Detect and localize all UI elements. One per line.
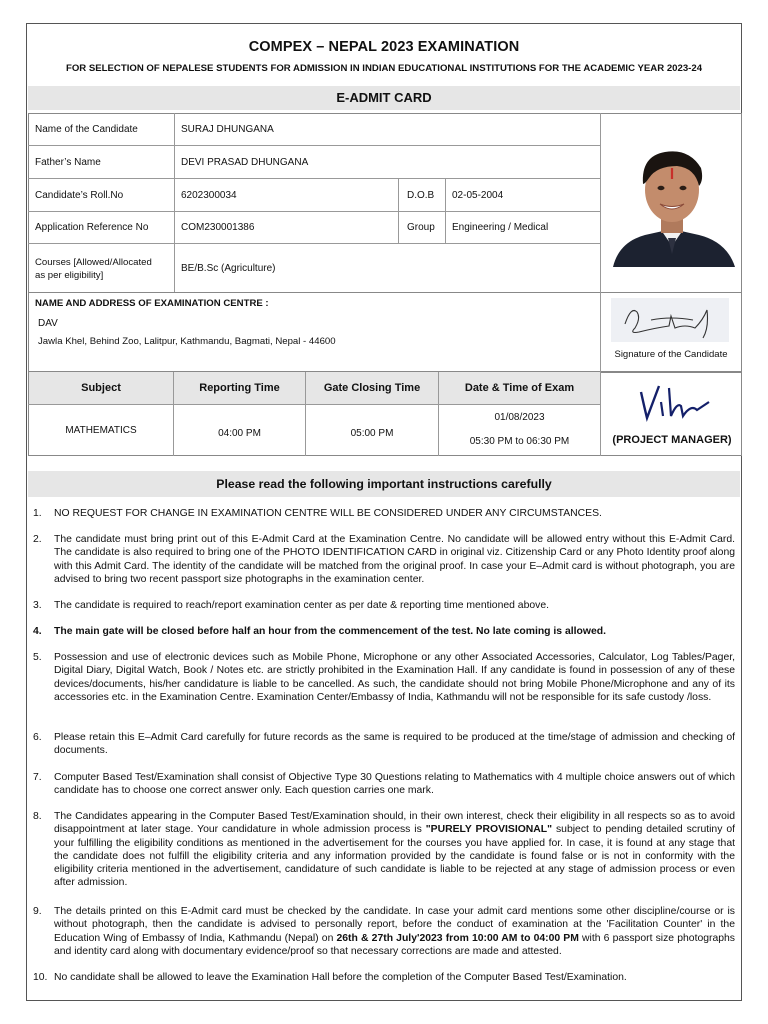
provisional-emphasis: "PURELY PROVISIONAL" <box>425 824 553 836</box>
instructions-heading: Please read the following important instructions carefully <box>28 471 740 497</box>
courses-label: Courses [Allowed/Allocated as per eligibility] <box>35 256 152 281</box>
candidate-name: SURAJ DHUNGANA <box>181 124 274 135</box>
subject-value: MATHEMATICS <box>65 424 137 436</box>
instruction-item: 6. Please retain this E–Admit Card carefully for future records as the same is required to be produced at the time/stage of admission and checking of documents. <box>33 732 735 757</box>
instruction-item: 10. No candidate shall be allowed to leave the Examination Hall before the completion of the Computer Based Test/Examination. <box>33 972 627 983</box>
instruction-item: 8. The Candidates appearing in the Computer Based Test/Examination should, in their own interest, check their eligibility in all respects so as to avoid disappointment at later stage. Your candidature in whole admission process is "PURELY PROVISIONAL" subject to pending detailed scrutiny of your fulfilling the eligibility conditions as mentioned in the advertisement for the courses you have applied for. In case, it is found at any stage that the candidate does not fulfill the eligibility criteria and any information provided by the candidate is found false or is not in conformity with the eligibility criteria mentioned in the advertisement, candidature of such candidate is liable to be rejected at any stage of admission process or even after admission. <box>33 811 735 889</box>
roll-label: Candidate’s Roll.No <box>35 189 124 201</box>
courses-value: BE/B.Sc (Agriculture) <box>181 263 276 274</box>
instruction-item: 7. Computer Based Test/Examination shall consist of Objective Type 30 Questions relating to Mathematics with 4 multiple choice answers out of which candidate has to choose one correct answer only. Each question carries one mark. <box>33 772 735 797</box>
manager-signature <box>633 380 713 426</box>
exam-date: 01/08/2023 <box>494 411 545 423</box>
col-gate-closing: Gate Closing Time <box>306 372 438 404</box>
signature-label: Signature of the Candidate <box>614 349 728 360</box>
dob-value: 02-05-2004 <box>452 189 504 201</box>
centre-label: NAME AND ADDRESS OF EXAMINATION CENTRE : <box>35 297 269 309</box>
reporting-value: 04:00 PM <box>218 427 261 439</box>
exam-time: 05:30 PM to 06:30 PM <box>469 435 570 447</box>
name-label: Name of the Candidate <box>35 124 138 135</box>
exam-subtitle: FOR SELECTION OF NEPALESE STUDENTS FOR ADMISSION IN INDIAN EDUCATIONAL INSTITUTIONS FOR THE ACADEMIC YEAR 2023-24 <box>65 63 703 74</box>
roll-number: 6202300034 <box>181 189 237 201</box>
instruction-item: 9. The details printed on this E-Admit card must be checked by the candidate. In case your admit card mentions some other discipline/course or is without photograph, then the candidate is advised to personally report, before the conduct of examination at the 'Facilitation Counter' in the Education Wing of Embassy of India, Kathmandu (Nepal) on 26th & 27th July'2023 from 10:00 AM to 04:00 PM with 6 passport size photographs and identity card along with documentary evidence/proof so that necessary corrections are made and attested. <box>33 906 736 957</box>
father-name: DEVI PRASAD DHUNGANA <box>181 156 309 168</box>
col-subject: Subject <box>29 372 173 404</box>
instruction-item: 4. The main gate will be closed before half an hour from the commencement of the test. No late coming is allowed. <box>33 626 606 637</box>
facilitation-dates: 26th & 27th July'2023 from 10:00 AM to 04:00 PM <box>336 932 579 944</box>
instruction-item: 2. The candidate must bring print out of this E-Admit Card at the Examination Centre. No candidate will be allowed entry without this E-Admit Card. The candidate is also required to bring one of the PHOTO IDENTIFICATION CARD in original viz. Citizenship Card or any Photo Identity proof along with this Admit Card. The identity of the candidate will be matched from the original proof. In case your E–Admit card is without photograph, you are advised to bring two recent passport size photographs in the examination center. <box>33 534 735 585</box>
group-value: Engineering / Medical <box>452 222 549 233</box>
appref-label: Application Reference No <box>35 222 149 233</box>
gate-value: 05:00 PM <box>350 427 394 439</box>
project-manager-label: (PROJECT MANAGER) <box>612 434 732 446</box>
col-reporting-time: Reporting Time <box>174 372 305 404</box>
candidate-signature <box>611 298 729 342</box>
instruction-item: 3. The candidate is required to reach/report examination center as per date & reporting time mentioned above. <box>33 600 549 611</box>
candidate-photo <box>605 138 739 267</box>
father-label: Father’s Name <box>35 156 101 168</box>
dob-label: D.O.B <box>407 189 435 201</box>
card-title: E-ADMIT CARD <box>28 86 740 110</box>
group-label: Group <box>407 222 435 233</box>
exam-title: COMPEX – NEPAL 2023 EXAMINATION <box>248 39 520 55</box>
admit-card <box>26 23 742 1001</box>
centre-address: Jawla Khel, Behind Zoo, Lalitpur, Kathmandu, Bagmati, Nepal - 44600 <box>38 335 336 347</box>
instruction-item: 1. NO REQUEST FOR CHANGE IN EXAMINATION CENTRE WILL BE CONSIDERED UNDER ANY CIRCUMSTANCES. <box>33 508 602 519</box>
appref-value: COM230001386 <box>181 222 255 233</box>
col-date-time: Date & Time of Exam <box>439 372 600 404</box>
centre-name: DAV <box>38 317 58 329</box>
instruction-item: 5. Possession and use of electronic devices such as Mobile Phone, Microphone or any other Associated Accessories, Calculator, Log Tables/Pager, Digital Diary, Digital Watch, Book / Notes etc. are strictly prohibited in the Examination Hall. If any candidate is found in possession of any of these devices/documents, his/her candidature is liable to be cancelled. As such, the candidate should not bring Mobile Phone/Microphone and any of its accessories etc. in the Examination Centre. Examination Center/Embassy of India, Kathmandu will not be responsible for its safe custody /loss. <box>33 652 735 703</box>
